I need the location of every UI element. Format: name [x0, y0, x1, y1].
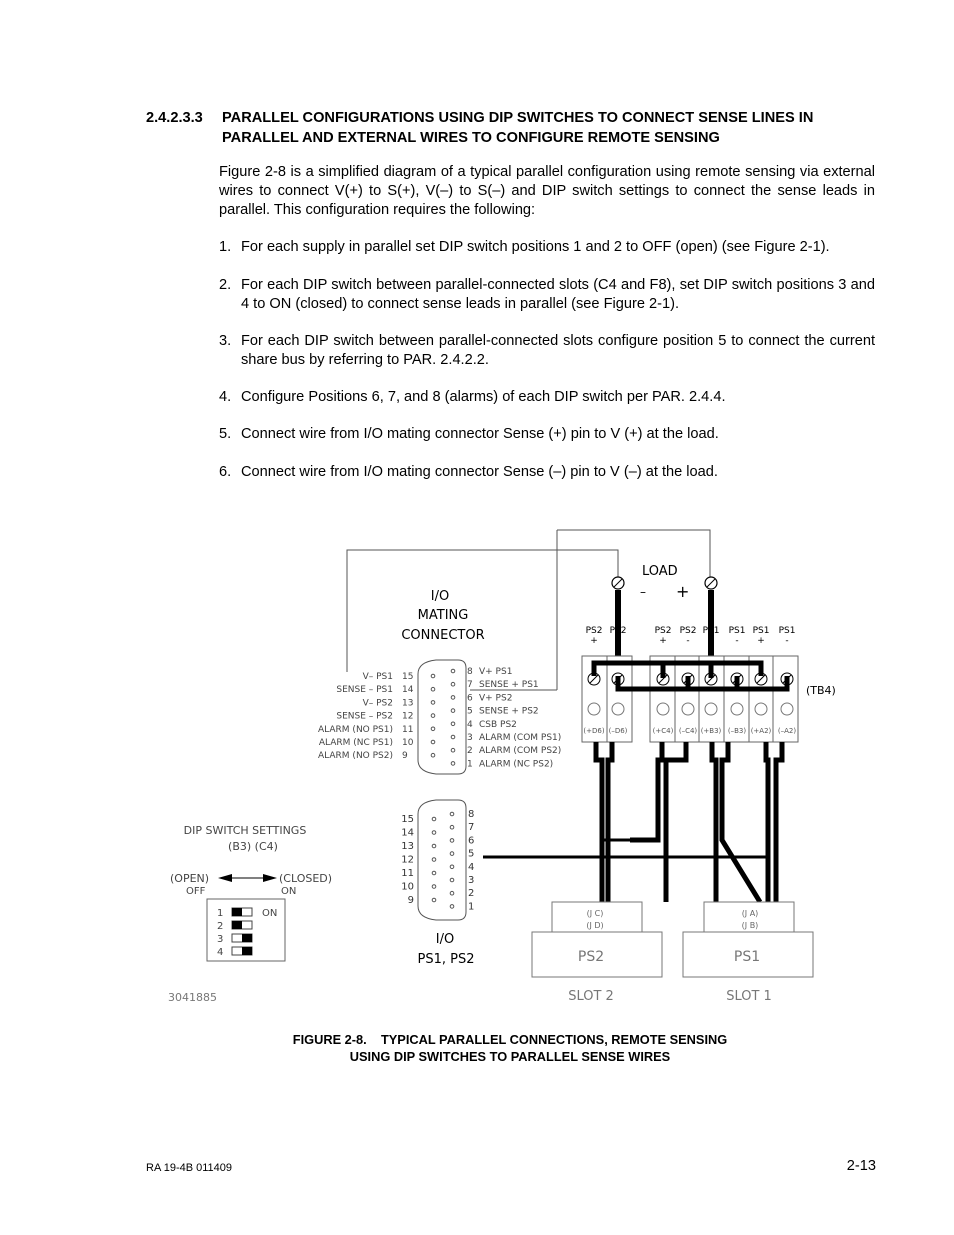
terminal-position-label: (+D6): [583, 727, 605, 735]
dip-row-number: 2: [217, 921, 224, 932]
terminal-sign-label: +: [659, 636, 667, 646]
terminal-sign-label: -: [616, 636, 620, 646]
section-heading: [146, 108, 886, 148]
terminal-bottom-labels: [583, 727, 796, 735]
left-pin-number: 13: [402, 698, 414, 709]
pin-hole: [451, 722, 455, 726]
terminal-ps-label: PS1: [728, 626, 746, 636]
pin-hole: [431, 701, 435, 705]
left-pin-name: SENSE – PS1: [336, 685, 393, 696]
right-pin-number: 7: [467, 680, 473, 691]
terminal-screw-lower: [781, 703, 793, 715]
step-text: For each DIP switch between parallel-connected slots (C4 and F8), set DIP switch positions 3 and 4 to ON (closed) to connect sense leads in parallel (see Figure 2-1).: [241, 277, 875, 312]
pin-hole: [451, 696, 455, 700]
terminal-ps-label: PS2: [654, 626, 672, 636]
pin-hole: [431, 740, 435, 744]
figure-caption: [200, 1031, 820, 1065]
io-label: I/O: [435, 932, 455, 947]
wiring-diagram-svg: [160, 520, 850, 1020]
terminal-screw-lower: [731, 703, 743, 715]
terminal-sign-label: -: [735, 636, 739, 646]
step-text: Configure Positions 6, 7, and 8 (alarms) of each DIP switch per PAR. 2.4.4.: [241, 389, 726, 405]
right-pin-name: V+ PS1: [479, 667, 513, 677]
step-text: For each DIP switch between parallel-connected slots configure position 5 to connect the current share bus by referring to PAR. 2.4.2.2.: [241, 333, 875, 368]
terminal-screw-lower: [588, 703, 600, 715]
mating-title-mating: MATING: [417, 608, 469, 623]
dip-knob: [242, 947, 252, 955]
pin-hole: [432, 817, 436, 821]
right-pin-name: ALARM (COM PS1): [479, 733, 562, 743]
load-label: LOAD: [642, 564, 678, 579]
pin-hole: [432, 898, 436, 902]
terminal-ps-label: PS1: [778, 626, 796, 636]
dip-on-label: ON: [281, 886, 297, 897]
terminal-sign-label: +: [590, 636, 598, 646]
terminal-sign-label: +: [707, 636, 715, 646]
lower-right-pin-number: 2: [468, 888, 475, 900]
terminal-position-label: (+C4): [652, 727, 674, 735]
terminal-top-labels: [586, 626, 796, 646]
pin-hole: [450, 825, 454, 829]
pin-hole: [451, 682, 455, 686]
step-number: 4.: [219, 389, 232, 405]
section-title-line2: PARALLEL AND EXTERNAL WIRES TO CONFIGURE REMOTE SENSING: [222, 130, 720, 146]
pin-hole: [431, 714, 435, 718]
dip-off-label: OFF: [186, 886, 206, 897]
ps2-conn-jd: (J D): [586, 921, 604, 930]
step-number: 2.: [219, 277, 232, 293]
dip-row-number: 3: [217, 934, 224, 945]
step-3: [219, 332, 875, 370]
mating-left-pin-labels: [318, 672, 414, 761]
right-pin-number: 2: [467, 746, 473, 757]
terminal-ps-label: PS2: [585, 626, 603, 636]
terminal-sign-label: +: [757, 636, 765, 646]
left-pin-number: 12: [402, 711, 414, 722]
terminal-screw-lower: [657, 703, 669, 715]
caption-line1: FIGURE 2-8. TYPICAL PARALLEL CONNECTIONS, REMOTE SENSING: [292, 1032, 728, 1047]
pin-hole: [432, 871, 436, 875]
dip-row-number: 1: [217, 908, 224, 919]
dip-knob: [242, 934, 252, 942]
terminal-ps-label: PS1: [752, 626, 770, 636]
left-pin-name: V– PS2: [362, 698, 393, 709]
pin-hole: [450, 865, 454, 869]
pin-hole: [432, 858, 436, 862]
step-number: 6.: [219, 464, 232, 480]
pin-hole: [450, 839, 454, 843]
right-pin-number: 3: [467, 733, 473, 743]
right-pin-number: 6: [467, 693, 473, 704]
terminal-position-label: (–A2): [777, 727, 797, 735]
right-pin-name: SENSE + PS2: [479, 706, 539, 717]
right-pin-number: 4: [467, 719, 473, 730]
pin-hole: [432, 831, 436, 835]
left-pin-name: ALARM (NO PS1): [318, 724, 393, 735]
step-2: [219, 276, 875, 314]
wiring-diagram: [160, 520, 850, 1020]
terminal-position-label: (–C4): [678, 727, 698, 735]
terminal-position-label: (+A2): [750, 727, 772, 735]
terminal-position-label: (–D6): [608, 727, 628, 735]
ps1-conn-ja: (J A): [741, 909, 759, 918]
section-number: 2.4.2.3.3: [146, 110, 203, 126]
lower-left-pin-number: 14: [401, 827, 414, 839]
step-text: Connect wire from I/O mating connector Sense (–) pin to V (–) at the load.: [241, 464, 718, 480]
ps1-conn-jb: (J B): [741, 921, 759, 930]
ps1-label: PS1: [733, 949, 761, 965]
terminal-ps-label: PS2: [679, 626, 697, 636]
mating-title-connector: CONNECTOR: [401, 628, 485, 643]
pin-hole: [431, 727, 435, 731]
slot1-label: SLOT 1: [726, 989, 772, 1004]
step-text: For each supply in parallel set DIP switch positions 1 and 2 to OFF (open) (see Figure 2-1).: [241, 239, 830, 255]
io-connector: [418, 800, 466, 920]
pin-hole: [432, 844, 436, 848]
right-pin-name: ALARM (NC PS2): [479, 759, 554, 770]
lower-left-pin-number: 9: [407, 895, 414, 906]
lower-left-pin-number: 15: [401, 814, 414, 825]
lower-left-pin-number: 11: [401, 868, 414, 879]
step-number: 3.: [219, 333, 232, 349]
pin-hole: [450, 891, 454, 895]
right-pin-number: 1: [467, 759, 473, 770]
pin-hole: [450, 812, 454, 816]
caption-line2: USING DIP SWITCHES TO PARALLEL SENSE WIRES: [349, 1049, 671, 1064]
load-plus: +: [676, 582, 690, 601]
section-title-line1: PARALLEL CONFIGURATIONS USING DIP SWITCHES TO CONNECT SENSE LINES IN: [222, 110, 814, 126]
terminal-screw-lower: [755, 703, 767, 715]
pin-hole: [451, 735, 455, 739]
pin-hole: [451, 669, 455, 673]
mating-title-io: I/O: [430, 589, 450, 604]
left-pin-number: 9: [402, 751, 408, 762]
right-pin-name: ALARM (COM PS2): [479, 746, 562, 757]
left-pin-number: 15: [402, 672, 414, 682]
step-text: Connect wire from I/O mating connector Sense (+) pin to V (+) at the load.: [241, 426, 719, 442]
terminal-screw-lower: [705, 703, 717, 715]
tb4-label: (TB4): [806, 684, 836, 697]
left-pin-number: 10: [402, 738, 414, 748]
terminal-sign-label: -: [785, 636, 789, 646]
step-number: 5.: [219, 426, 232, 442]
right-pin-name: V+ PS2: [479, 693, 513, 704]
ps2-conn-jc: (J C): [586, 909, 604, 918]
lower-left-pin-number: 12: [401, 854, 414, 866]
pin-hole: [432, 885, 436, 889]
io-left-pin-labels: [401, 814, 414, 906]
left-pin-name: ALARM (NC PS1): [318, 738, 393, 748]
pin-hole: [450, 905, 454, 909]
dip-open-label: (OPEN): [170, 872, 210, 885]
terminal-screw-lower: [682, 703, 694, 715]
load-minus: –: [640, 585, 646, 599]
pin-hole: [451, 762, 455, 766]
step-1: [219, 238, 875, 257]
dip-subtitle: (B3) (C4): [228, 840, 278, 853]
terminal-ps-label: PS2: [609, 626, 627, 636]
lower-right-pin-number: 4: [468, 861, 475, 873]
dip-closed-label: (CLOSED): [279, 872, 333, 885]
footer-doc-id: RA 19-4B 011409: [146, 1162, 233, 1174]
pin-hole: [431, 753, 435, 757]
left-pin-number: 14: [402, 685, 414, 696]
mating-right-pin-labels: [467, 667, 561, 769]
dip-title: DIP SWITCH SETTINGS: [183, 824, 307, 837]
intro-paragraph: Figure 2-8 is a simplified diagram of a typical parallel configuration using remote sensing via external wires to connect V(+) to S(+), V(–) to S(–) and DIP switch settings to connect the sense leads in parallel. This configuration requires the following:: [219, 164, 875, 218]
ps2-label: PS2: [577, 949, 605, 965]
right-pin-number: 5: [467, 706, 473, 717]
terminal-screw-lower: [612, 703, 624, 715]
lower-right-pin-number: 5: [468, 848, 475, 860]
right-pin-name: SENSE + PS1: [479, 680, 539, 691]
right-pin-number: 8: [467, 667, 473, 677]
lower-left-pin-number: 10: [401, 881, 414, 893]
lower-right-pin-number: 7: [468, 822, 475, 834]
dip-knob: [232, 908, 242, 916]
step-4: [219, 388, 875, 407]
terminal-position-label: (–B3): [727, 727, 747, 735]
dip-knob: [232, 921, 242, 929]
dip-row-number: 4: [217, 947, 224, 958]
left-pin-name: V– PS1: [362, 672, 393, 682]
step-5: [219, 425, 875, 444]
step-6: [219, 463, 875, 482]
terminal-sign-label: -: [686, 636, 690, 646]
io-ps-label: PS1, PS2: [417, 952, 475, 967]
pin-hole: [451, 709, 455, 713]
footer-page-number: 2-13: [846, 1158, 876, 1174]
slot2-label: SLOT 2: [568, 989, 614, 1004]
io-right-pin-labels: [468, 809, 474, 912]
lower-right-pin-number: 1: [468, 901, 475, 913]
lower-left-pin-number: 13: [401, 841, 414, 852]
drawing-number: 3041885: [168, 991, 217, 1004]
pin-hole: [450, 878, 454, 882]
lower-right-pin-number: 8: [468, 809, 475, 820]
right-pin-name: CSB PS2: [479, 719, 517, 730]
pin-hole: [431, 687, 435, 691]
mating-connector: [418, 660, 466, 774]
left-pin-number: 11: [402, 724, 414, 735]
terminal-position-label: (+B3): [700, 727, 722, 735]
ps-power-wires: [596, 742, 782, 902]
lower-right-pin-number: 3: [468, 875, 475, 886]
terminal-ps-label: PS1: [702, 626, 720, 636]
pin-hole: [451, 748, 455, 752]
left-pin-name: SENSE – PS2: [336, 711, 393, 722]
lower-right-pin-number: 6: [468, 835, 475, 847]
step-number: 1.: [219, 239, 232, 255]
dip-arrow: [218, 874, 277, 882]
left-pin-name: ALARM (NO PS2): [318, 751, 393, 762]
dip-block-on-label: ON: [262, 908, 278, 919]
pin-hole: [431, 674, 435, 678]
pin-hole: [450, 852, 454, 856]
